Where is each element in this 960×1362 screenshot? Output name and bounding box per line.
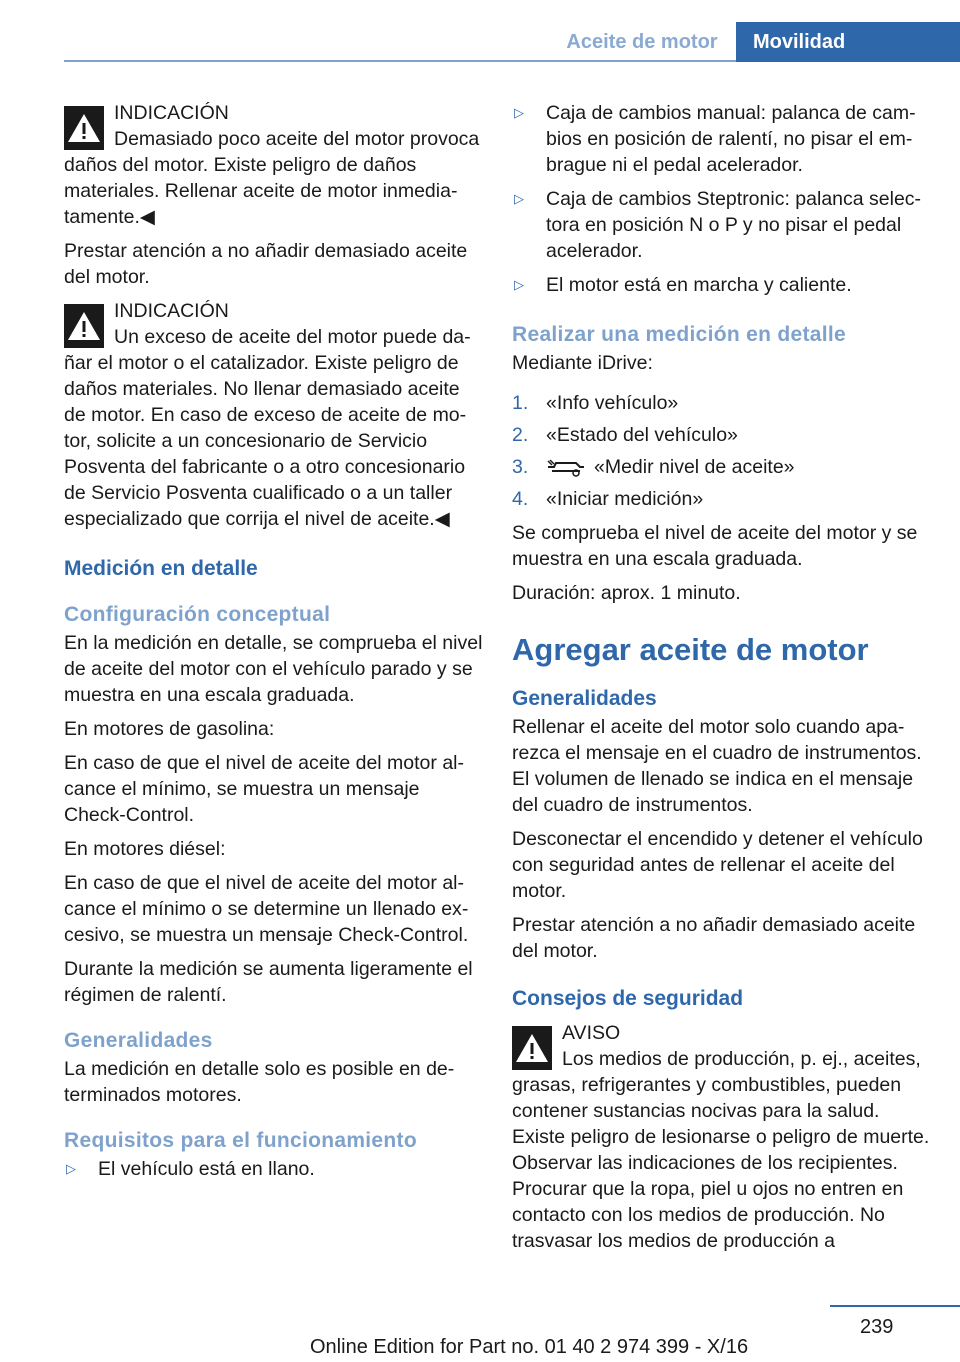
requirements-list	[512, 100, 932, 298]
warning-text: Un exceso de aceite del motor puede dañar el motor o el catalizador. Existe peligro de daños materiales. No llenar demasiado aceite de motor. En caso de exceso de aceite de motor, solicite a un concesionario de Servicio Posventa del fabricante o a otro concesionario de Servicio Posventa cualificado o a un taller especializado que corrija el nivel de aceite.◀	[64, 326, 471, 530]
left-column	[64, 100, 484, 1190]
paragraph: Desconectar el encendido y detener el vehículo con seguridad antes de rellenar el aceite del motor.	[512, 828, 923, 902]
section-heading: Consejos de seguridad	[512, 987, 744, 1010]
step-text: «Estado del vehículo»	[546, 424, 738, 446]
paragraph: Durante la medición se aumenta ligeramente el régimen de ralentí.	[64, 958, 473, 1006]
warning-triangle-icon	[512, 1026, 552, 1070]
step-item	[512, 486, 932, 512]
subsection-heading: Requisitos para el funcionamiento	[64, 1129, 417, 1152]
section-heading: Medición en detalle	[64, 557, 258, 580]
warning-triangle-icon	[64, 106, 104, 150]
paragraph: La medición en detalle solo es posible en determinados motores.	[64, 1058, 455, 1106]
list-item	[512, 100, 932, 178]
step-text: «Medir nivel de aceite»	[594, 456, 795, 478]
step-text: «Iniciar medición»	[546, 488, 704, 510]
oil-level-icon	[546, 459, 586, 477]
step-number: 4.	[512, 488, 529, 510]
paragraph: En caso de que el nivel de aceite del motor alcance el mínimo, se muestra un mensaje Check-Control.	[64, 752, 464, 826]
warning-text: Los medios de producción, p. ej., aceites, grasas, refrigerantes y combustibles, pueden contener sustancias nocivas para la salud. Existe peligro de lesionarse o peligro de muerte. Observar las indicaciones de los recipientes. Procurar que la ropa, piel u ojos no entren en contacto con los medios de producción. No trasvasar los medios de producción a	[512, 1048, 930, 1252]
list-item	[64, 1156, 484, 1182]
section-heading: Generalidades	[512, 687, 657, 710]
paragraph: Rellenar el aceite del motor solo cuando aparezca el mensaje en el cuadro de instrumentos. El volumen de llenado se indica en el mensaje del cuadro de instrumentos.	[512, 716, 922, 816]
subsection-heading: Realizar una medición en detalle	[512, 323, 847, 346]
paragraph: En caso de que el nivel de aceite del motor alcance el mínimo o se determine un llenado excesivo, se muestra un mensaje Check-Control.	[64, 872, 469, 946]
list-item-text: El vehículo está en llano.	[98, 1158, 315, 1180]
paragraph: Duración: aprox. 1 minuto.	[512, 582, 741, 604]
paragraph: Prestar atención a no añadir demasiado aceite del motor.	[512, 914, 916, 962]
warning-title: INDICACIÓN	[114, 102, 229, 124]
paragraph: Se comprueba el nivel de aceite del motor y se muestra en una escala graduada.	[512, 522, 918, 570]
step-item	[512, 422, 932, 448]
warning-box	[64, 298, 484, 532]
subsection-heading: Configuración conceptual	[64, 603, 331, 626]
step-item	[512, 390, 932, 416]
triangle-bullet-icon: ▷	[514, 277, 524, 292]
warning-box	[512, 1020, 932, 1254]
page-number: 239	[860, 1316, 894, 1338]
paragraph: Mediante iDrive:	[512, 352, 653, 374]
step-item	[512, 454, 932, 480]
step-number: 3.	[512, 456, 529, 478]
edition-text: Online Edition for Part no. 01 40 2 974 399 - X/16	[310, 1336, 749, 1358]
warning-title: AVISO	[562, 1022, 621, 1044]
step-number: 1.	[512, 392, 529, 414]
paragraph: Prestar atención a no añadir demasiado aceite del motor.	[64, 240, 468, 288]
subsection-heading: Generalidades	[64, 1029, 213, 1052]
step-number: 2.	[512, 424, 529, 446]
header-chapter-tab: Movilidad	[736, 22, 960, 62]
list-item-text: El motor está en marcha y caliente.	[546, 274, 852, 296]
paragraph: En motores de gasolina:	[64, 718, 275, 740]
triangle-bullet-icon: ▷	[66, 1161, 76, 1176]
list-item	[512, 272, 932, 298]
list-item-text: Caja de cambios manual: palanca de cambios en posición de ralentí, no pisar el embrague ni el pedal acelerador.	[546, 102, 916, 176]
requirements-list	[64, 1156, 484, 1182]
triangle-bullet-icon: ▷	[514, 191, 524, 206]
footer-rule	[830, 1305, 960, 1307]
warning-title: INDICACIÓN	[114, 300, 229, 322]
header-section-title: Aceite de motor	[566, 31, 718, 53]
steps-list	[512, 390, 932, 512]
triangle-bullet-icon: ▷	[514, 105, 524, 120]
right-column	[512, 100, 932, 1262]
paragraph: En motores diésel:	[64, 838, 226, 860]
list-item	[512, 186, 932, 264]
warning-triangle-icon	[64, 304, 104, 348]
step-text: «Info vehículo»	[546, 392, 679, 414]
list-item-text: Caja de cambios Steptronic: palanca selectora en posición N o P y no pisar el pedal acelerador.	[546, 188, 922, 262]
paragraph: En la medición en detalle, se comprueba el nivel de aceite del motor con el vehículo parado y se muestra en una escala graduada.	[64, 632, 483, 706]
warning-text: Demasiado poco aceite del motor provoca daños del motor. Existe peligro de daños materiales. Rellenar aceite de motor inmediatamente.◀	[64, 128, 480, 228]
warning-box	[64, 100, 484, 230]
chapter-heading: Agregar aceite de motor	[512, 632, 869, 667]
